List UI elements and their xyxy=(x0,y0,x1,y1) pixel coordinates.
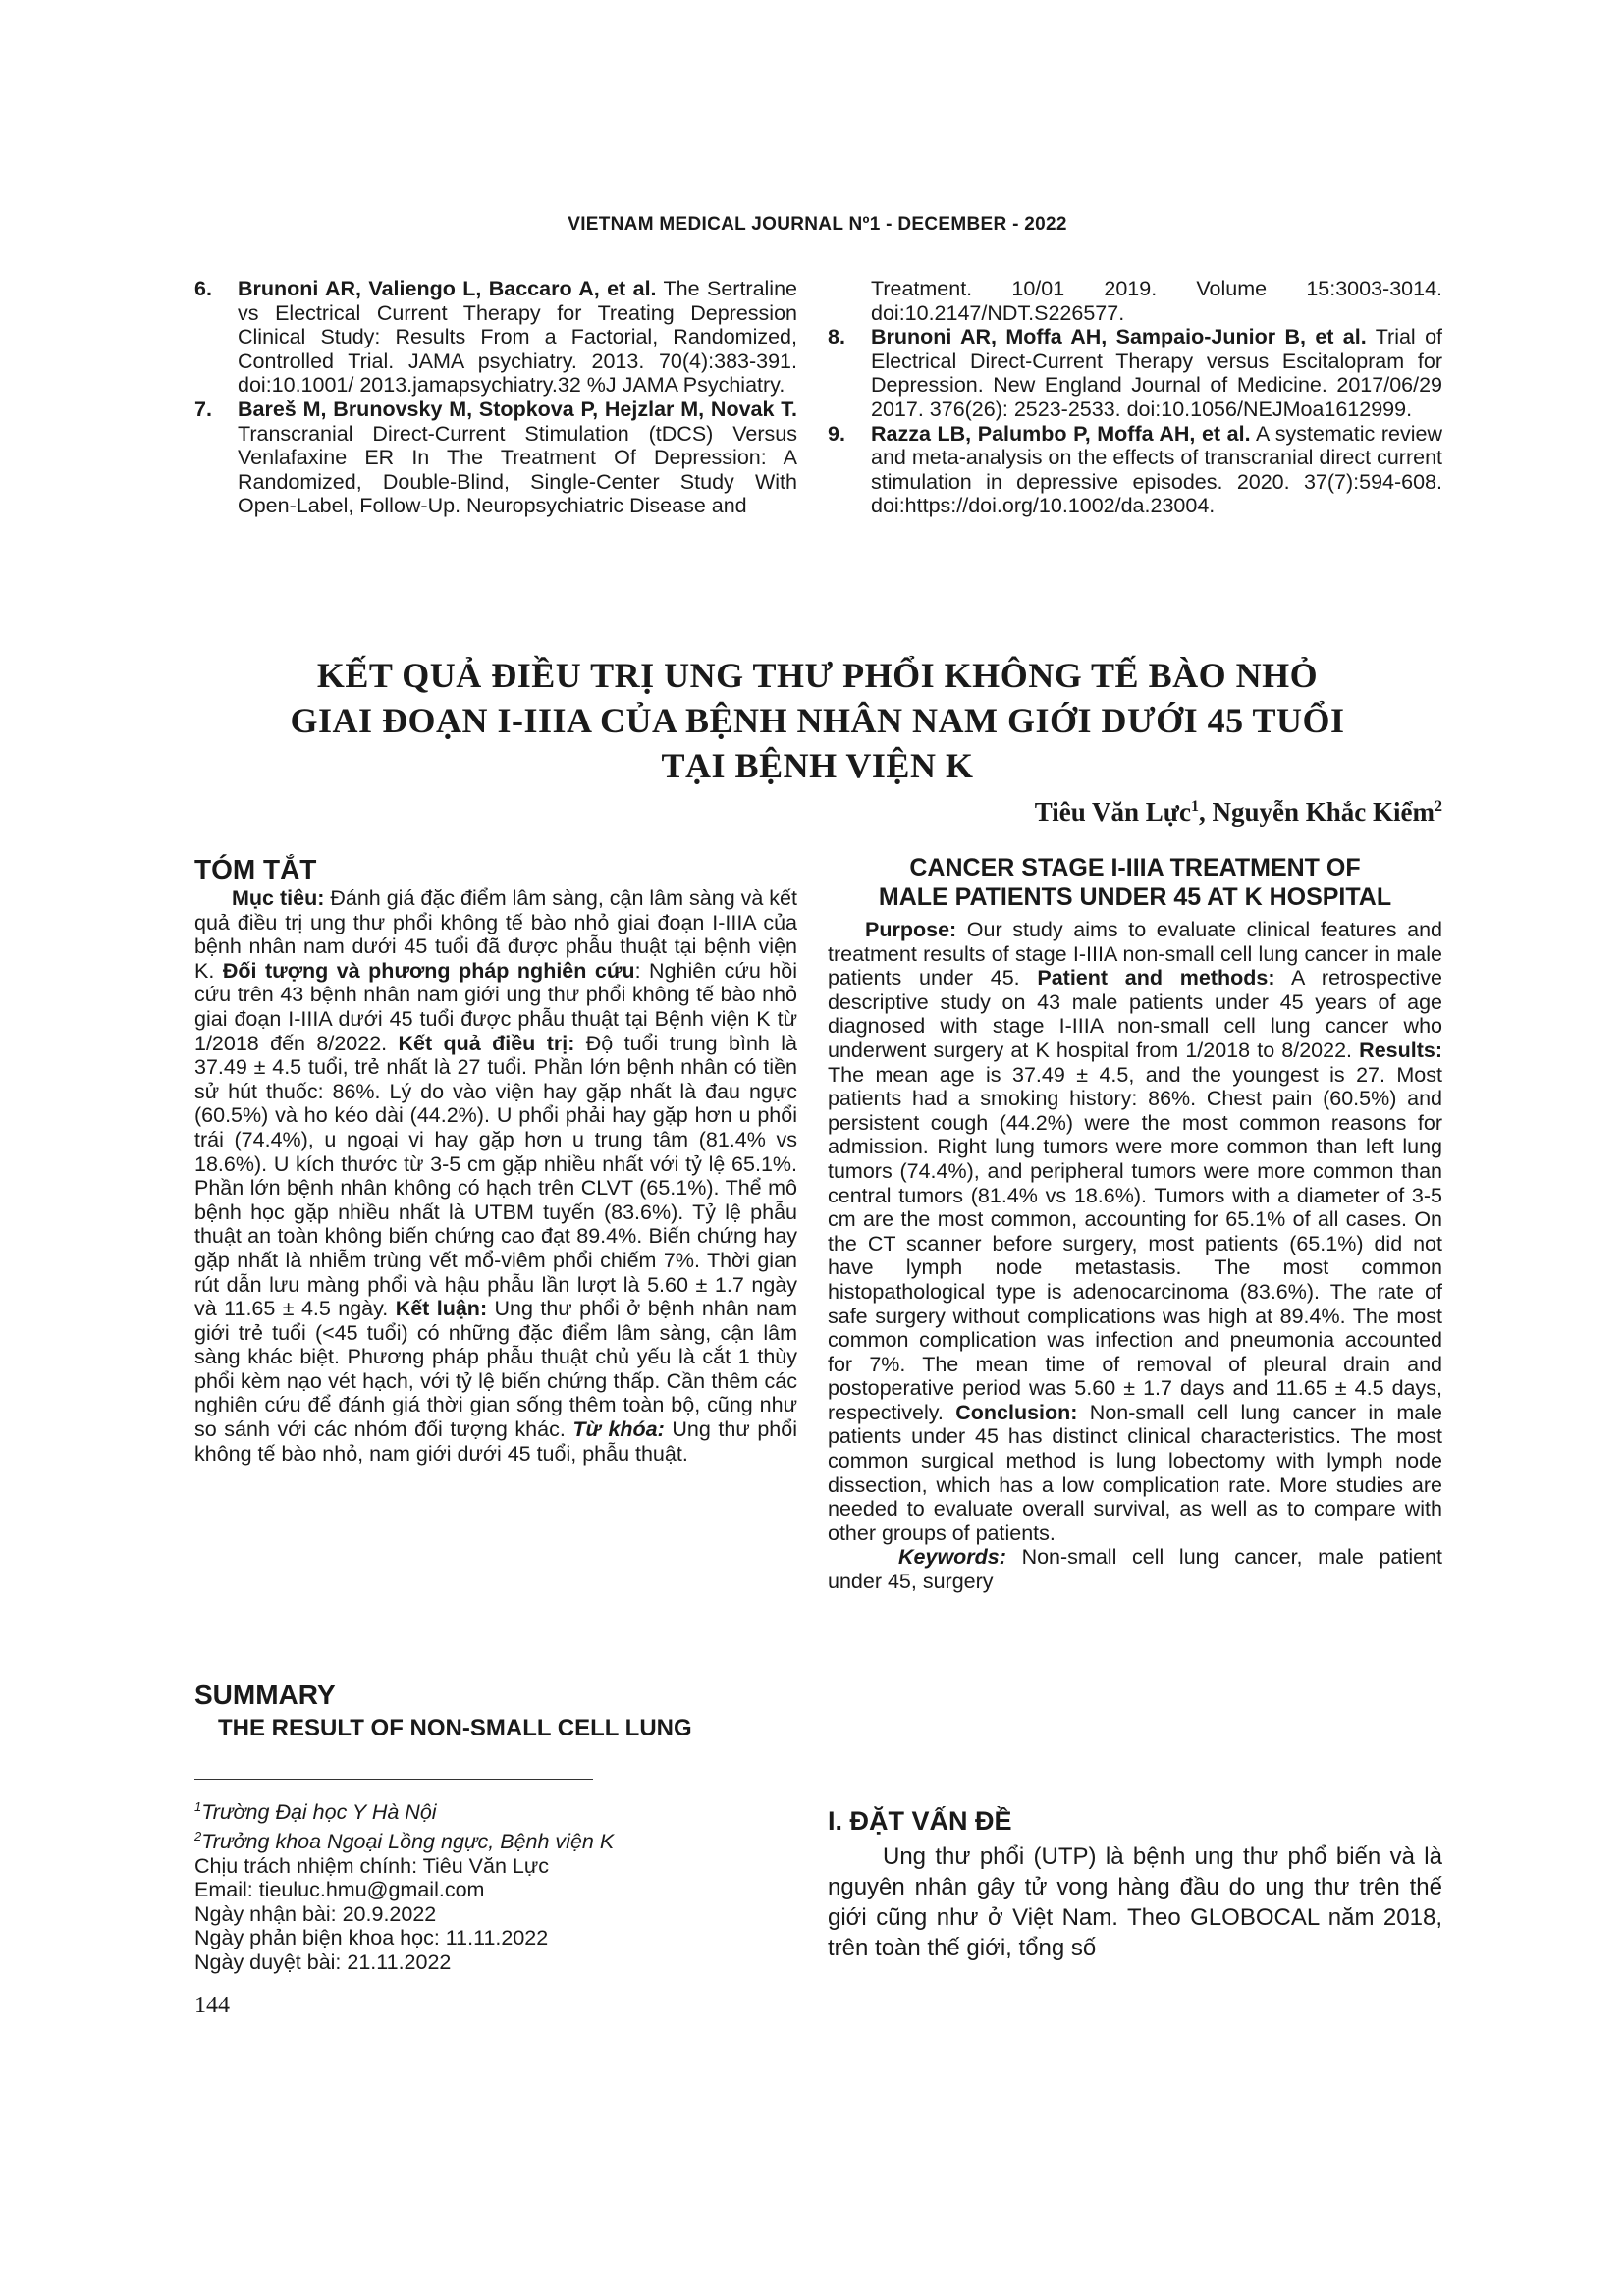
footnote-email: Email: tieuluc.hmu@gmail.com xyxy=(194,1878,485,1902)
footnote-rule xyxy=(194,1779,593,1780)
reference-text: Transcranial Direct-Current Stimulation (tDCS) Versus Venlafaxine ER In The Treatment Of Depression: A Randomized, Double-Blind, Single-Center Study With Open-Label, Follow-Up. Neuropsychiatric Disease and xyxy=(238,421,797,518)
reference-9 xyxy=(828,422,1442,518)
reference-authors: Brunoni AR, Valiengo L, Baccaro A, et al. xyxy=(238,277,657,300)
reference-number: 6. xyxy=(194,277,212,300)
reference-number: 7. xyxy=(194,397,212,421)
reference-6 xyxy=(194,277,797,398)
footnotes xyxy=(194,1795,797,1974)
footnote-reviewed: Ngày phản biện khoa học: 11.11.2022 xyxy=(194,1926,549,1950)
page-number: 144 xyxy=(194,1993,230,2018)
footnote-affiliation-2: $^2$Trưởng khoa Ngoại Lồng ngực, Bệnh viện K xyxy=(194,1828,615,1853)
reference-number: 8. xyxy=(828,325,845,349)
title-line: TẠI BỆNH VIỆN K xyxy=(661,746,974,785)
reference-authors: Razza LB, Palumbo P, Moffa AH, et al. xyxy=(871,421,1251,446)
reference-text: The Sertraline vs Electrical Current Therapy for Treating Depression Clinical Study: Results From a Factorial, Randomized, Controlled Trial. JAMA psychiatry. 2013. 70(4):383-391. doi:10.1001/ 2013.jamapsychiatry.32 %J JAMA Psychiatry. xyxy=(238,277,798,398)
reference-7-continuation: Treatment. 10/01 2019. Volume 15:3003-3014. doi:10.2147/NDT.S226577. xyxy=(871,277,1442,325)
author-affiliation-mark: 1 xyxy=(1191,798,1199,815)
reference-text: Trial of Electrical Direct-Current Therapy versus Escitalopram for Depression. New England Journal of Medicine. 2017/06/29 2017. 376(26): 2523-2533. doi:10.1056/NEJMoa1612999. xyxy=(871,325,1442,421)
section-body: Ung thư phổi (UTP) là bệnh ung thư phổ biến và là nguyên nhân gây tử vong hàng đầu do ung thư trên thế giới cũng như ở Việt Nam. Theo GLOBOCAL năm 2018, trên toàn thế giới, tổng số xyxy=(828,1843,1442,1961)
footnote-received: Ngày nhận bài: 20.9.2022 xyxy=(194,1901,437,1926)
references-right-column xyxy=(828,277,1442,518)
summary-heading: SUMMARY xyxy=(194,1680,336,1710)
summary-subtitle: THE RESULT OF NON-SMALL CELL LUNG xyxy=(218,1715,692,1741)
reference-7 xyxy=(194,398,797,518)
abstract-en-title: CANCER STAGE I-IIIA TREATMENT OF MALE PATIENTS UNDER 45 AT K HOSPITAL xyxy=(878,854,1392,911)
reference-number: 9. xyxy=(828,421,845,446)
author-name: Tiêu Văn Lực xyxy=(1034,797,1191,827)
footnote-corresponding: Chịu trách nhiệm chính: Tiêu Văn Lực xyxy=(194,1853,549,1878)
title-line: KẾT QUẢ ĐIỀU TRỊ UNG THƯ PHỔI KHÔNG TẾ BÀO NHỎ xyxy=(316,656,1319,695)
section-heading: I. ĐẶT VẤN ĐỀ xyxy=(828,1806,1012,1836)
abstract-vi-body: Mục tiêu: Đánh giá đặc điểm lâm sàng, cận lâm sàng và kết quả điều trị ung thư phổi không tế bào nhỏ giai đoạn I-IIIA của bệnh nhân nam dưới 45 tuổi đã được phẫu thuật tại bệnh viện K. Đối tượng và phương pháp nghiên cứu: Nghiên cứu hồi cứu trên 43 bệnh nhân nam giới ung thư phổi không tế bào nhỏ giai đoạn I-IIIA dưới 45 tuổi được phẫu thuật tại Bệnh viện K từ 1/2018 đến 8/2022. Kết quả điều trị: Độ tuổi trung bình là 37.49 ± 4.5 tuổi, trẻ nhất là 27 tuổi. Phần lớn bệnh nhân có tiền sử hút thuốc: 86%. Lý do vào viện hay gặp nhất là đau ngực (60.5%) và ho kéo dài (44.2%). U phổi phải hay gặp hơn u phổi trái (74.4%), u ngoại vi hay gặp hơn u trung tâm (81.4% vs 18.6%). U kích thước từ 3-5 cm gặp nhiều nhất với tỷ lệ 65.1%. Phần lớn bệnh nhân không có hạch trên CLVT (65.1%). Thể mô bệnh học gặp nhiều nhất là UTBM tuyến (83.6%). Tỷ lệ phẫu thuật an toàn không biến chứng cao đạt 89.4%. Biến chứng hay gặp nhất là nhiễm trùng vết mổ-viêm phổi chiếm 7%. Thời gian rút dẫn lưu màng phổi và hậu phẫu lần lượt là 5.60 ± 1.7 ngày và 11.65 ± 4.5 ngày. Kết luận: Ung thư phổi ở bệnh nhân nam giới trẻ tuổi (<45 tuổi) có những đặc điểm lâm sàng, cận lâm sàng khác biệt. Phương pháp phẫu thuật chủ yếu là cắt 1 thùy phổi kèm nạo vét hạch, với tỷ lệ biến chứng thấp. Cần thêm các nghiên cứu để đánh giá thời gian sống thêm toàn bộ, cũng như so sánh với các nhóm đối tượng khác. Từ khóa: Ung thư phổi không tế bào nhỏ, nam giới dưới 45 tuổi, phẫu thuật. xyxy=(194,886,798,1466)
references-left-column xyxy=(194,277,797,518)
footnote-accepted: Ngày duyệt bài: 21.11.2022 xyxy=(194,1949,452,1974)
abstract-en-body: Purpose: Our study aims to evaluate clinical features and treatment results of stage I-IIIA non-small cell lung cancer in male patients under 45. Patient and methods: A retrospective descriptive study on 43 male patients under 45 years of age diagnosed with stage I-IIIA non-small cell lung cancer who underwent surgery at K hospital from 1/2018 to 8/2022. Results: The mean age is 37.49 ± 4.5, and the youngest is 27. Most patients had a smoking history: 86%. Chest pain (60.5%) and persistent cough (44.2%) were the most common reasons for admission. Right lung tumors were more common than left lung tumors (74.4%), and peripheral tumors were more common than central tumors (81.4% vs 18.6%). Tumors with a diameter of 3-5 cm are the most common, accounting for 65.1% of all cases. On the CT scanner before surgery, most patients (65.1%) did not have lymph node metastasis. The most common histopathological type is adenocarcinoma (83.6%). The rate of safe surgery without complications was high at 89.4%. The most common complication was infection and pneumonia accounted for 7%. The mean time of removal of pleural drain and postoperative period was 5.60 ± 1.7 days and 11.65 ± 4.5 days, respectively. Conclusion: Non-small cell lung cancer in male patients under 45 has distinct clinical characteristics. The most common surgical method is lung lobectomy with lymph node dissection, which has a low complication rate. More studies are needed to evaluate overall survival, as well as to compare with other groups of patients. Keywords: Non-small cell lung cancer, male patient under 45, surgery xyxy=(828,918,1443,1594)
abstract-vi-heading: TÓM TẮT xyxy=(194,854,317,884)
article-title xyxy=(191,653,1443,788)
reference-authors: Bareš M, Brunovsky M, Stopkova P, Hejzlar M, Novak T. xyxy=(238,397,797,421)
reference-text: A systematic review and meta-analysis on the effects of transcranial direct current stimulation in depressive episodes. 2020. 37(7):594-608. doi:https://doi.org/10.1002/da.23004. xyxy=(871,421,1442,518)
title-line: GIAI ĐOẠN I-IIIA CỦA BỆNH NHÂN NAM GIỚI DƯỚI 45 TUỔI xyxy=(290,701,1345,740)
abstract-en-keywords: Keywords: Non-small cell lung cancer, male patient under 45, surgery xyxy=(828,1545,1442,1594)
reference-8 xyxy=(828,325,1442,421)
author-name: Nguyễn Khắc Kiểm xyxy=(1212,797,1435,827)
author-affiliation-mark: 2 xyxy=(1435,798,1442,815)
article-authors: Tiêu Văn Lực$^1$, Nguyễn Khắc Kiểm$^2$ xyxy=(1034,797,1442,827)
journal-header: VIETNAM MEDICAL JOURNAL Nº1 - DECEMBER - 2022 xyxy=(568,214,1067,235)
reference-authors: Brunoni AR, Moffa AH, Sampaio-Junior B, et al. xyxy=(871,325,1367,349)
footnote-affiliation-1: $^1$Trường Đại học Y Hà Nội xyxy=(194,1799,437,1825)
